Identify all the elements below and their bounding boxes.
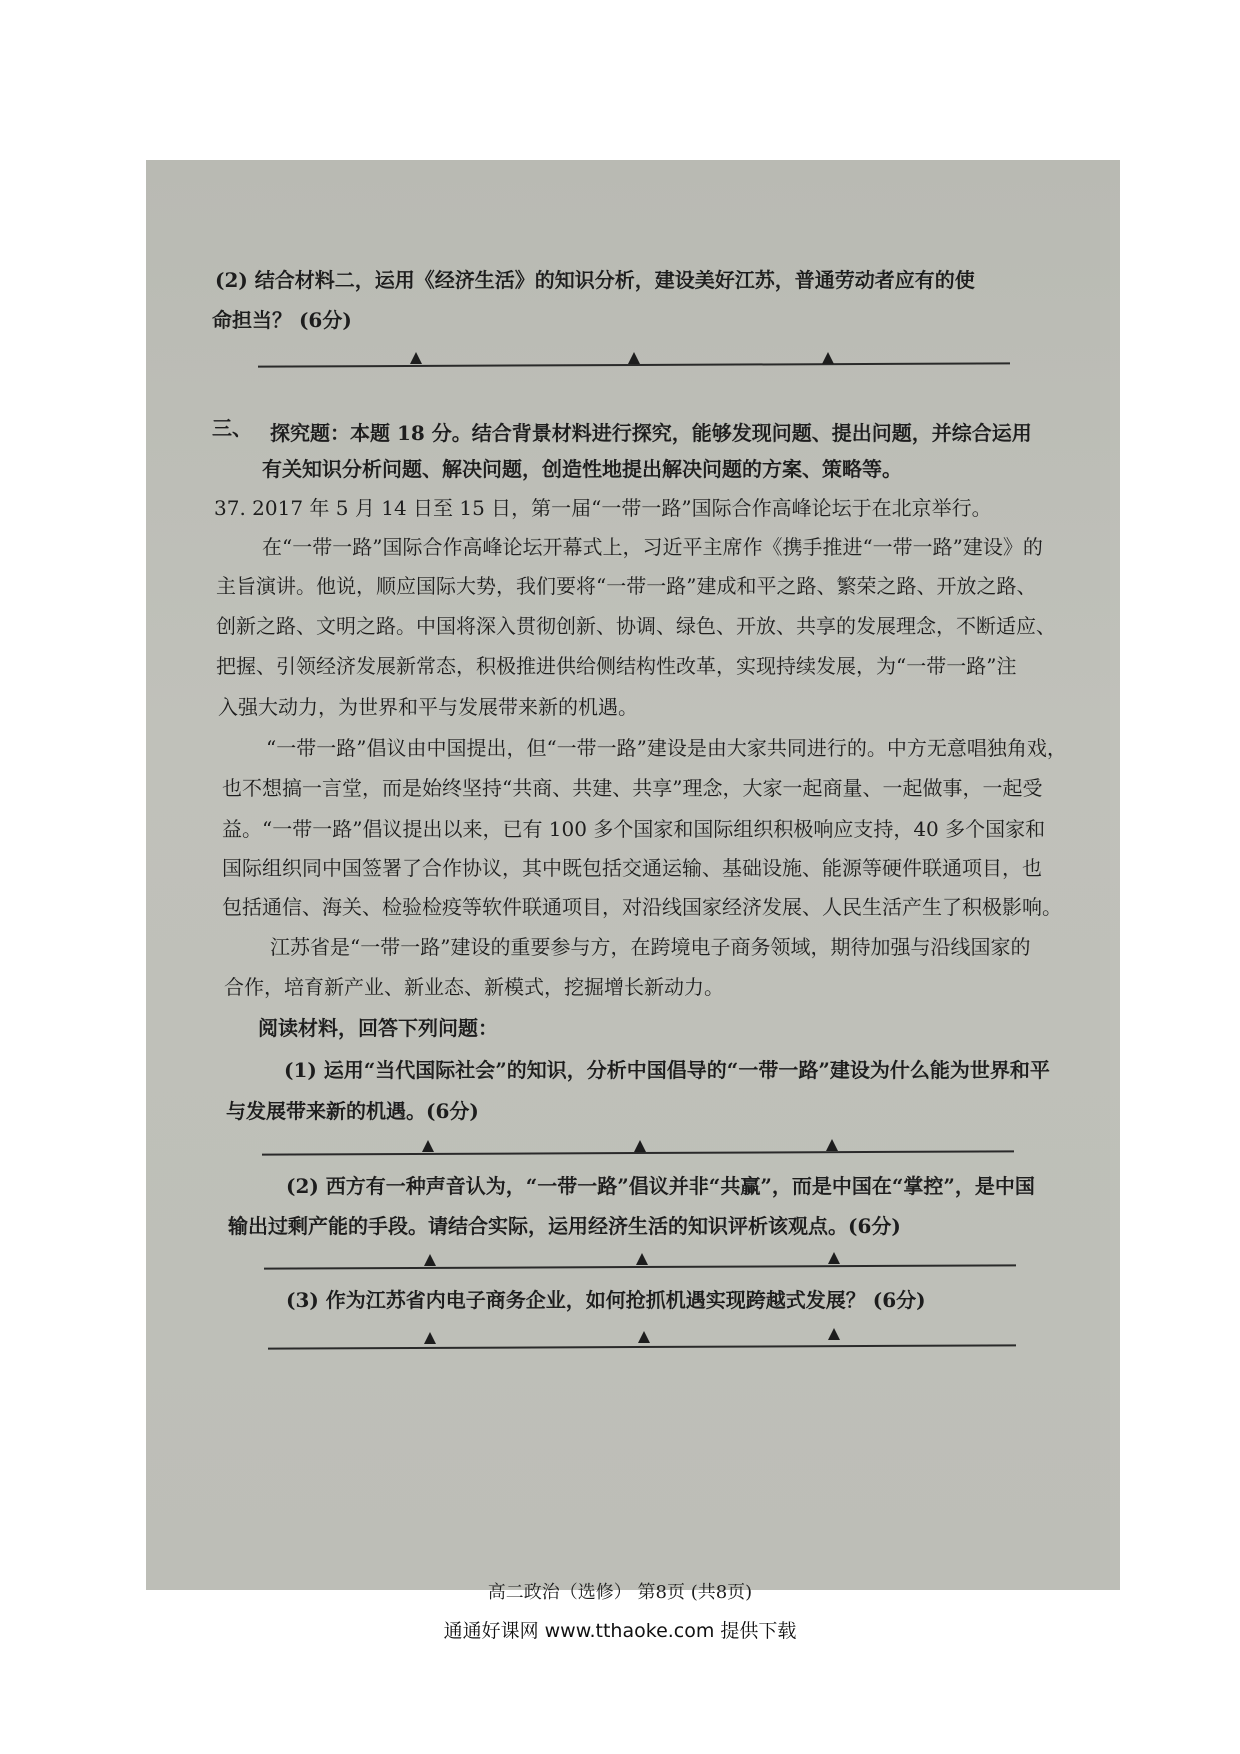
q37-sub2-line1: (2) 西方有一种声音认为，“一带一路”倡议并非“共赢”，而是中国在“掌控”，是中国	[286, 1174, 1035, 1198]
section3-line1: 探究题：本题 18 分。结合背景材料进行探究，能够发现问题、提出问题，并综合运用	[270, 421, 1032, 445]
q37-p1-line: 把握、引领经济发展新常态，积极推进供给侧结构性改革，实现持续发展，为“一带一路”注	[216, 654, 1017, 678]
triangle-mark	[410, 352, 422, 364]
triangle-mark	[826, 1139, 838, 1151]
q37-p3-line: 合作，培育新产业、新业态、新模式，挖掘增长新动力。	[224, 975, 724, 999]
triangle-mark	[424, 1332, 436, 1344]
triangle-mark	[636, 1253, 648, 1265]
q37-sub1-line1: (1) 运用“当代国际社会”的知识，分析中国倡导的“一带一路”建设为什么能为世界和平	[284, 1058, 1050, 1082]
triangle-mark	[822, 352, 834, 364]
q37-p2-line: 也不想搞一言堂，而是始终坚持“共商、共建、共享”理念，大家一起商量、一起做事，一起受	[222, 776, 1043, 800]
q37-p2-line: 包括通信、海关、检验检疫等软件联通项目，对沿线国家经济发展、人民生活产生了积极影响。	[222, 895, 1062, 919]
q37-p1-line: 主旨演讲。他说，顺应国际大势，我们要将“一带一路”建成和平之路、繁荣之路、开放之路、	[216, 574, 1037, 598]
q37-p3-line: 江苏省是“一带一路”建设的重要参与方，在跨境电子商务领域，期待加强与沿线国家的	[270, 935, 1031, 959]
section3-line2: 有关知识分析问题、解决问题，创造性地提出解决问题的方案、策略等。	[262, 457, 902, 481]
q37-sub3: (3) 作为江苏省内电子商务企业，如何抢抓机遇实现跨越式发展？ (6分)	[286, 1288, 926, 1312]
section3-label: 三、	[212, 416, 252, 440]
triangle-mark	[638, 1331, 650, 1343]
q37-sub2-line2: 输出过剩产能的手段。请结合实际，运用经济生活的知识评析该观点。(6分)	[228, 1214, 901, 1238]
q37-sub1-line2: 与发展带来新的机遇。(6分)	[226, 1099, 479, 1123]
triangle-mark	[424, 1254, 436, 1266]
q37-intro: 37. 2017 年 5 月 14 日至 15 日，第一届“一带一路”国际合作高峰论坛于在北京举行。	[214, 496, 992, 520]
q36-part2-line2: 命担当？ (6分)	[212, 308, 352, 332]
triangle-mark	[634, 1140, 646, 1152]
q37-p1-line: 入强大动力，为世界和平与发展带来新的机遇。	[218, 695, 638, 719]
page-footer: 高二政治（选修） 第8页 (共8页)	[487, 1582, 753, 1603]
triangle-mark	[422, 1140, 434, 1152]
q37-p1-line: 创新之路、文明之路。中国将深入贯彻创新、协调、绿色、开放、共享的发展理念，不断适应、	[216, 614, 1056, 638]
q37-p1-line: 在“一带一路”国际合作高峰论坛开幕式上，习近平主席作《携手推进“一带一路”建设》的	[262, 535, 1043, 559]
q37-p2-line: 益。“一带一路”倡议提出以来，已有 100 多个国家和国际组织积极响应支持，40 多个国家和	[222, 817, 1046, 841]
q37-p2-line: “一带一路”倡议由中国提出，但“一带一路”建设是由大家共同进行的。中方无意唱独角戏，	[266, 736, 1067, 760]
q37-prompt: 阅读材料，回答下列问题：	[258, 1016, 498, 1040]
q36-part2-line1: (2) 结合材料二，运用《经济生活》的知识分析，建设美好江苏，普通劳动者应有的使	[215, 268, 975, 292]
triangle-mark	[628, 352, 640, 364]
download-watermark: 通通好课网 www.tthaoke.com 提供下载	[443, 1620, 797, 1642]
q37-p2-line: 国际组织同中国签署了合作协议，其中既包括交通运输、基础设施、能源等硬件联通项目，也	[222, 856, 1042, 880]
triangle-mark	[828, 1328, 840, 1340]
triangle-mark	[828, 1252, 840, 1264]
